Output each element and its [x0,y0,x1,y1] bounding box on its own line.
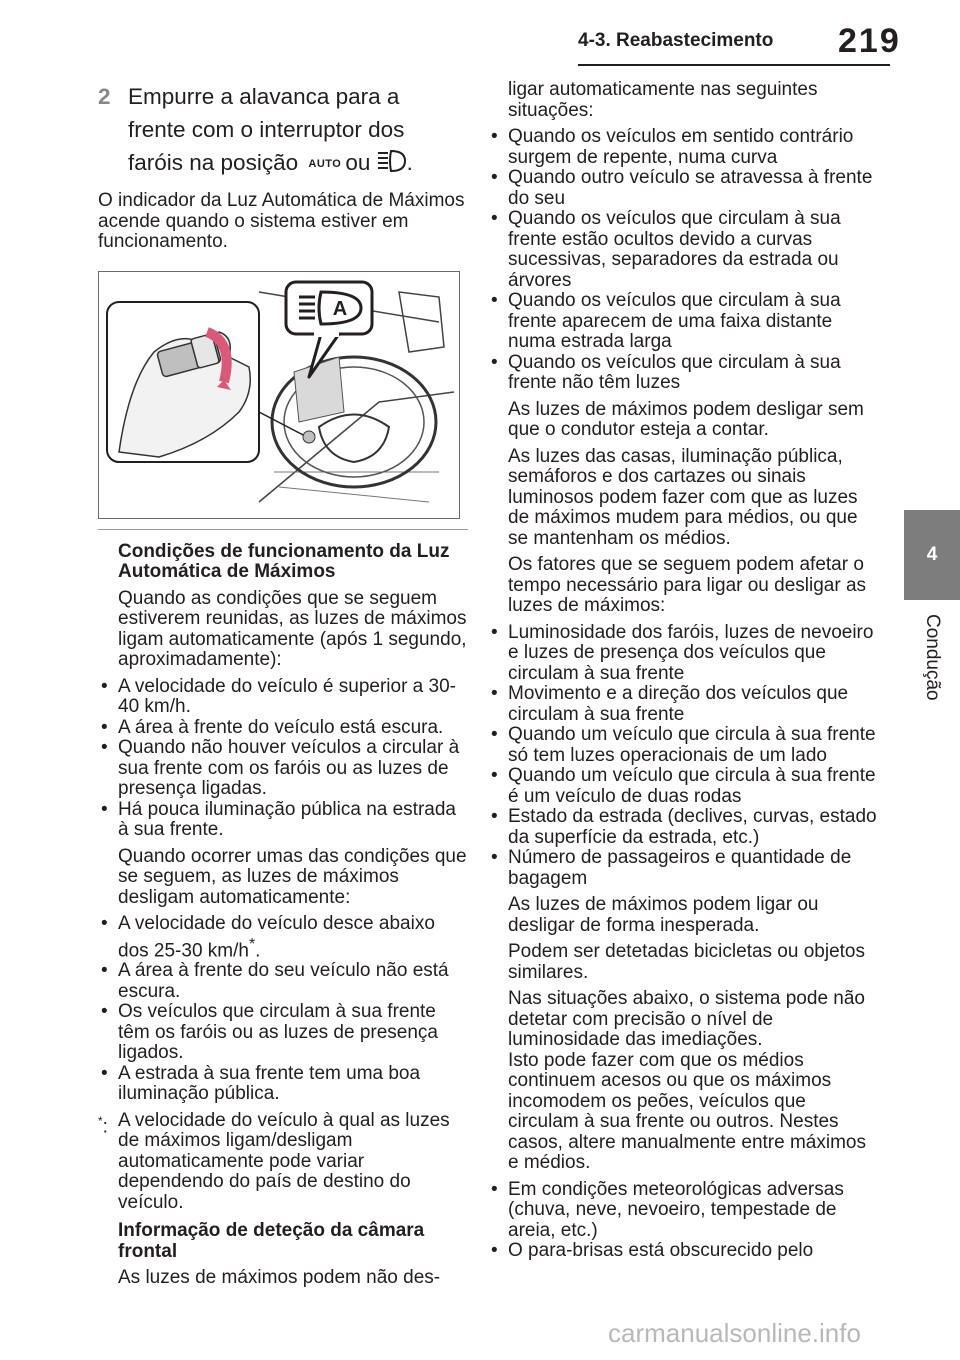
list-item [98,914,468,961]
heading-conditions: Condições de funcionamento da Luz Automática de Máximos [118,540,450,582]
auto-icon: AUTO [308,158,342,170]
off-item-text: A velocidade do veículo desce abaixo dos 25-30 km/h [118,913,435,961]
para-unexpected: As luzes de máximos podem ligar ou desligar de forma inesperada. [508,894,819,936]
step-end: . [406,150,413,175]
off-conditions-list [98,914,468,1105]
list-item: • Os veículos que circulam à sua frente têm os faróis ou as luzes de presença ligados. [98,1002,468,1064]
list-item: • Luminosidade dos faróis, luzes de nevoeiro e luzes de presença dos veículos que circulam à sua frente [488,623,878,685]
on-conditions-list [98,677,468,841]
list-item: • Estado da estrada (declives, curvas, estado da superfície da estrada, etc.) [488,807,878,848]
step-instruction [128,80,458,181]
heading-camera: Informação de deteção da câmara frontal [118,1220,425,1262]
para-camera: As luzes de máximos podem não des- [118,1267,441,1289]
para-off: Quando ocorrer umas das condições que se seguem, as luzes de máximos desligam automaticamente: [118,845,467,908]
list-item: • Movimento e a direção dos veículos que circulam à sua frente [488,684,878,725]
section-title: 4-3. Reabastecimento [578,30,774,51]
left-column [98,80,468,1295]
page-number: 219 [838,22,901,60]
para-on: Quando as condições que se seguem estiverem reunidas, as luzes de máximos ligam automaticamente (após 1 segundo, aproximadamente): [118,587,467,670]
off-item-end: . [255,939,261,961]
list-item: • A área à frente do veículo está escura. [98,718,468,739]
chapter-tab[interactable] [904,510,960,600]
list-item: • Quando outro veículo se atravessa à frente do seu [488,168,878,209]
list-item: • O para-brisas está obscurecido pelo [488,1241,878,1262]
para-consequence: Isto pode fazer com que os médios continuem acesos ou que os máximos incomodem os peões, veículos que circulam à sua frente ou outros. Nestes casos, altere manualmente entre máximos e médios. [508,1049,866,1173]
lever-illustration [98,271,460,519]
list-item: • Quando não houver veículos a circular à sua frente com os faróis ou as luzes de presença ligadas. [98,738,468,800]
situations-list [488,127,878,394]
high-beam-icon [377,148,407,174]
list-item: • Quando um veículo que circula à sua frente é um veículo de duas rodas [488,766,878,807]
badge-letter: A [332,297,348,320]
list-item: • Quando os veículos em sentido contrário surgem de repente, numa curva [488,127,878,168]
chapter-name: Condução [922,614,943,701]
list-item: • Em condições meteorológicas adversas (chuva, neve, nevoeiro, tempestade de areia, etc.) [488,1180,878,1242]
step-or: ou [345,150,371,175]
list-item: • Quando os veículos que circulam à sua frente estão ocultos devido a curvas sucessivas, separadores da estrada ou árvores [488,209,878,291]
right-column [488,80,878,1268]
list-item: • Quando um veículo que circula à sua frente só tem luzes operacionais de um lado [488,725,878,766]
list-item: • Há pouca iluminação pública na estrada à sua frente. [98,800,468,841]
step-2 [98,80,468,181]
footnote-text: A velocidade do veículo à qual as luzes de máximos ligam/desligam automaticamente pode variar dependendo do país de destino do veículo. [118,1109,450,1213]
footnote-mark: *: [98,1113,108,1138]
footnote-ref: * [248,935,256,953]
chapter-label [908,614,956,714]
list-item: • Quando os veículos que circulam à sua frente aparecem de uma faixa distante numa estrada larga [488,291,878,353]
weather-list [488,1180,878,1262]
step-number: 2 [98,84,111,109]
footnote [98,1111,468,1214]
para-turn-off: As luzes de máximos podem desligar sem que o condutor esteja a contar. [508,398,864,440]
list-item: • Número de passageiros e quantidade de bagagem [488,848,878,889]
list-item: • Quando os veículos que circulam à sua frente não têm luzes [488,353,878,394]
list-item: • A estrada à sua frente tem uma boa iluminação pública. [98,1064,468,1105]
factors-list [488,623,878,890]
para-bikes: Podem ser detetadas bicicletas ou objetos similares. [508,941,865,983]
para-situations: Nas situações abaixo, o sistema pode não detetar com precisão o nível de luminosidade das imediações. [508,988,865,1050]
para-factors: Os fatores que se seguem podem afetar o tempo necessário para ligar ou desligar as luzes de máximos: [508,554,867,616]
step-text: Empurre a alavanca para a frente com o interruptor dos faróis na posição [128,84,405,175]
lever-illustration-art [99,272,459,518]
para-cont: ligar automaticamente nas seguintes situações: [508,79,818,121]
watermark: carmanualsonline.info [608,1318,861,1348]
section-divider [98,529,468,530]
para-houses: As luzes das casas, iluminação pública, semáforos e dos cartazes ou sinais luminosos podem fazer com que as luzes de máximos mudem para médios, ou que se mantenham os médios. [508,445,858,549]
list-item: • A área à frente do seu veículo não está escura. [98,961,468,1002]
chapter-number: 4 [926,544,938,565]
list-item: • A velocidade do veículo é superior a 30-40 km/h. [98,677,468,718]
intro-paragraph: O indicador da Luz Automática de Máximos acende quando o sistema estiver em funcionamento. [98,190,465,252]
header-rule [578,64,890,66]
